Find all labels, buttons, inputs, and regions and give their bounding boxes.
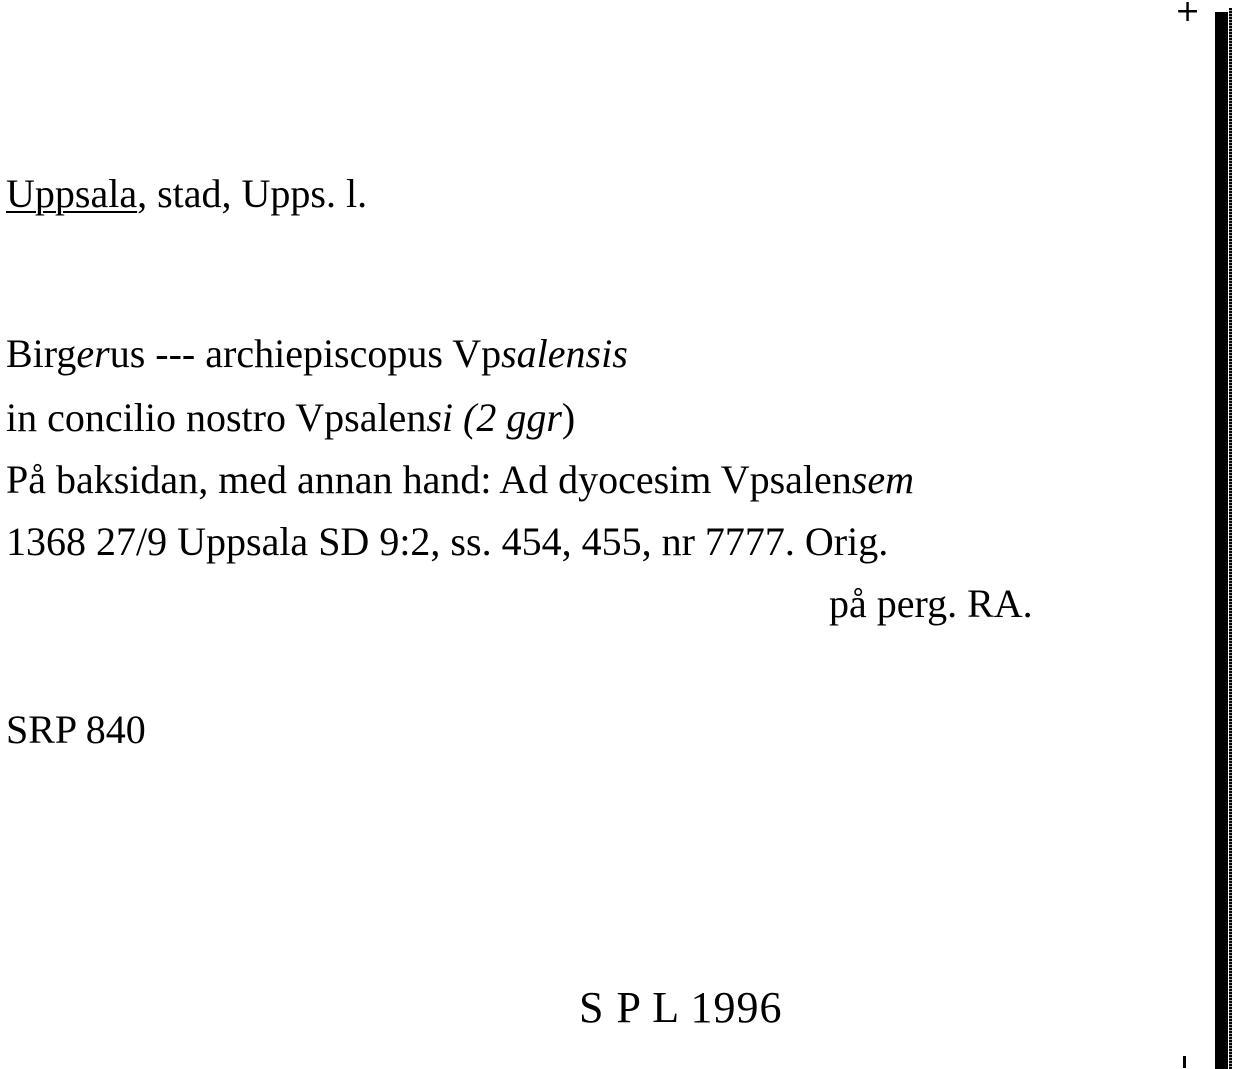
quote-segment: ) — [561, 395, 576, 440]
quote-segment: Birg — [6, 331, 77, 376]
reference-code: SRP 840 — [6, 707, 146, 752]
quote-segment: in concilio nostro Vpsalen — [6, 395, 427, 440]
quote-segment: På baksidan, med annan hand: Ad dyocesim Vpsalen — [6, 457, 852, 502]
quote-segment: us --- archiepiscopus Vp — [109, 331, 502, 376]
registration-mark-icon: + — [1175, 0, 1201, 29]
quote-segment-italic: si (2 ggr — [426, 395, 562, 440]
quote-segment-italic: sem — [851, 457, 914, 502]
source-citation: 1368 27/9 Uppsala SD 9:2, ss. 454, 455, nr 7777. Orig. — [6, 519, 889, 564]
quote-segment-italic: er — [76, 331, 110, 376]
quote-line-3 — [6, 456, 914, 504]
scan-edge-texture — [1229, 8, 1232, 1069]
quote-line-1 — [6, 330, 628, 378]
scan-tick-mark — [1183, 1056, 1186, 1068]
quote-line-2 — [6, 394, 575, 442]
quote-segment-italic: salensis — [501, 331, 628, 376]
card-heading — [6, 170, 367, 218]
source-continuation: på perg. RA. — [829, 581, 1033, 626]
source-line — [6, 518, 888, 566]
place-description: , stad, Upps. l. — [137, 171, 368, 216]
place-name: Uppsala — [6, 171, 138, 216]
footer-stamp: S P L 1996 — [579, 983, 783, 1032]
scan-edge-bar — [1215, 12, 1228, 1069]
